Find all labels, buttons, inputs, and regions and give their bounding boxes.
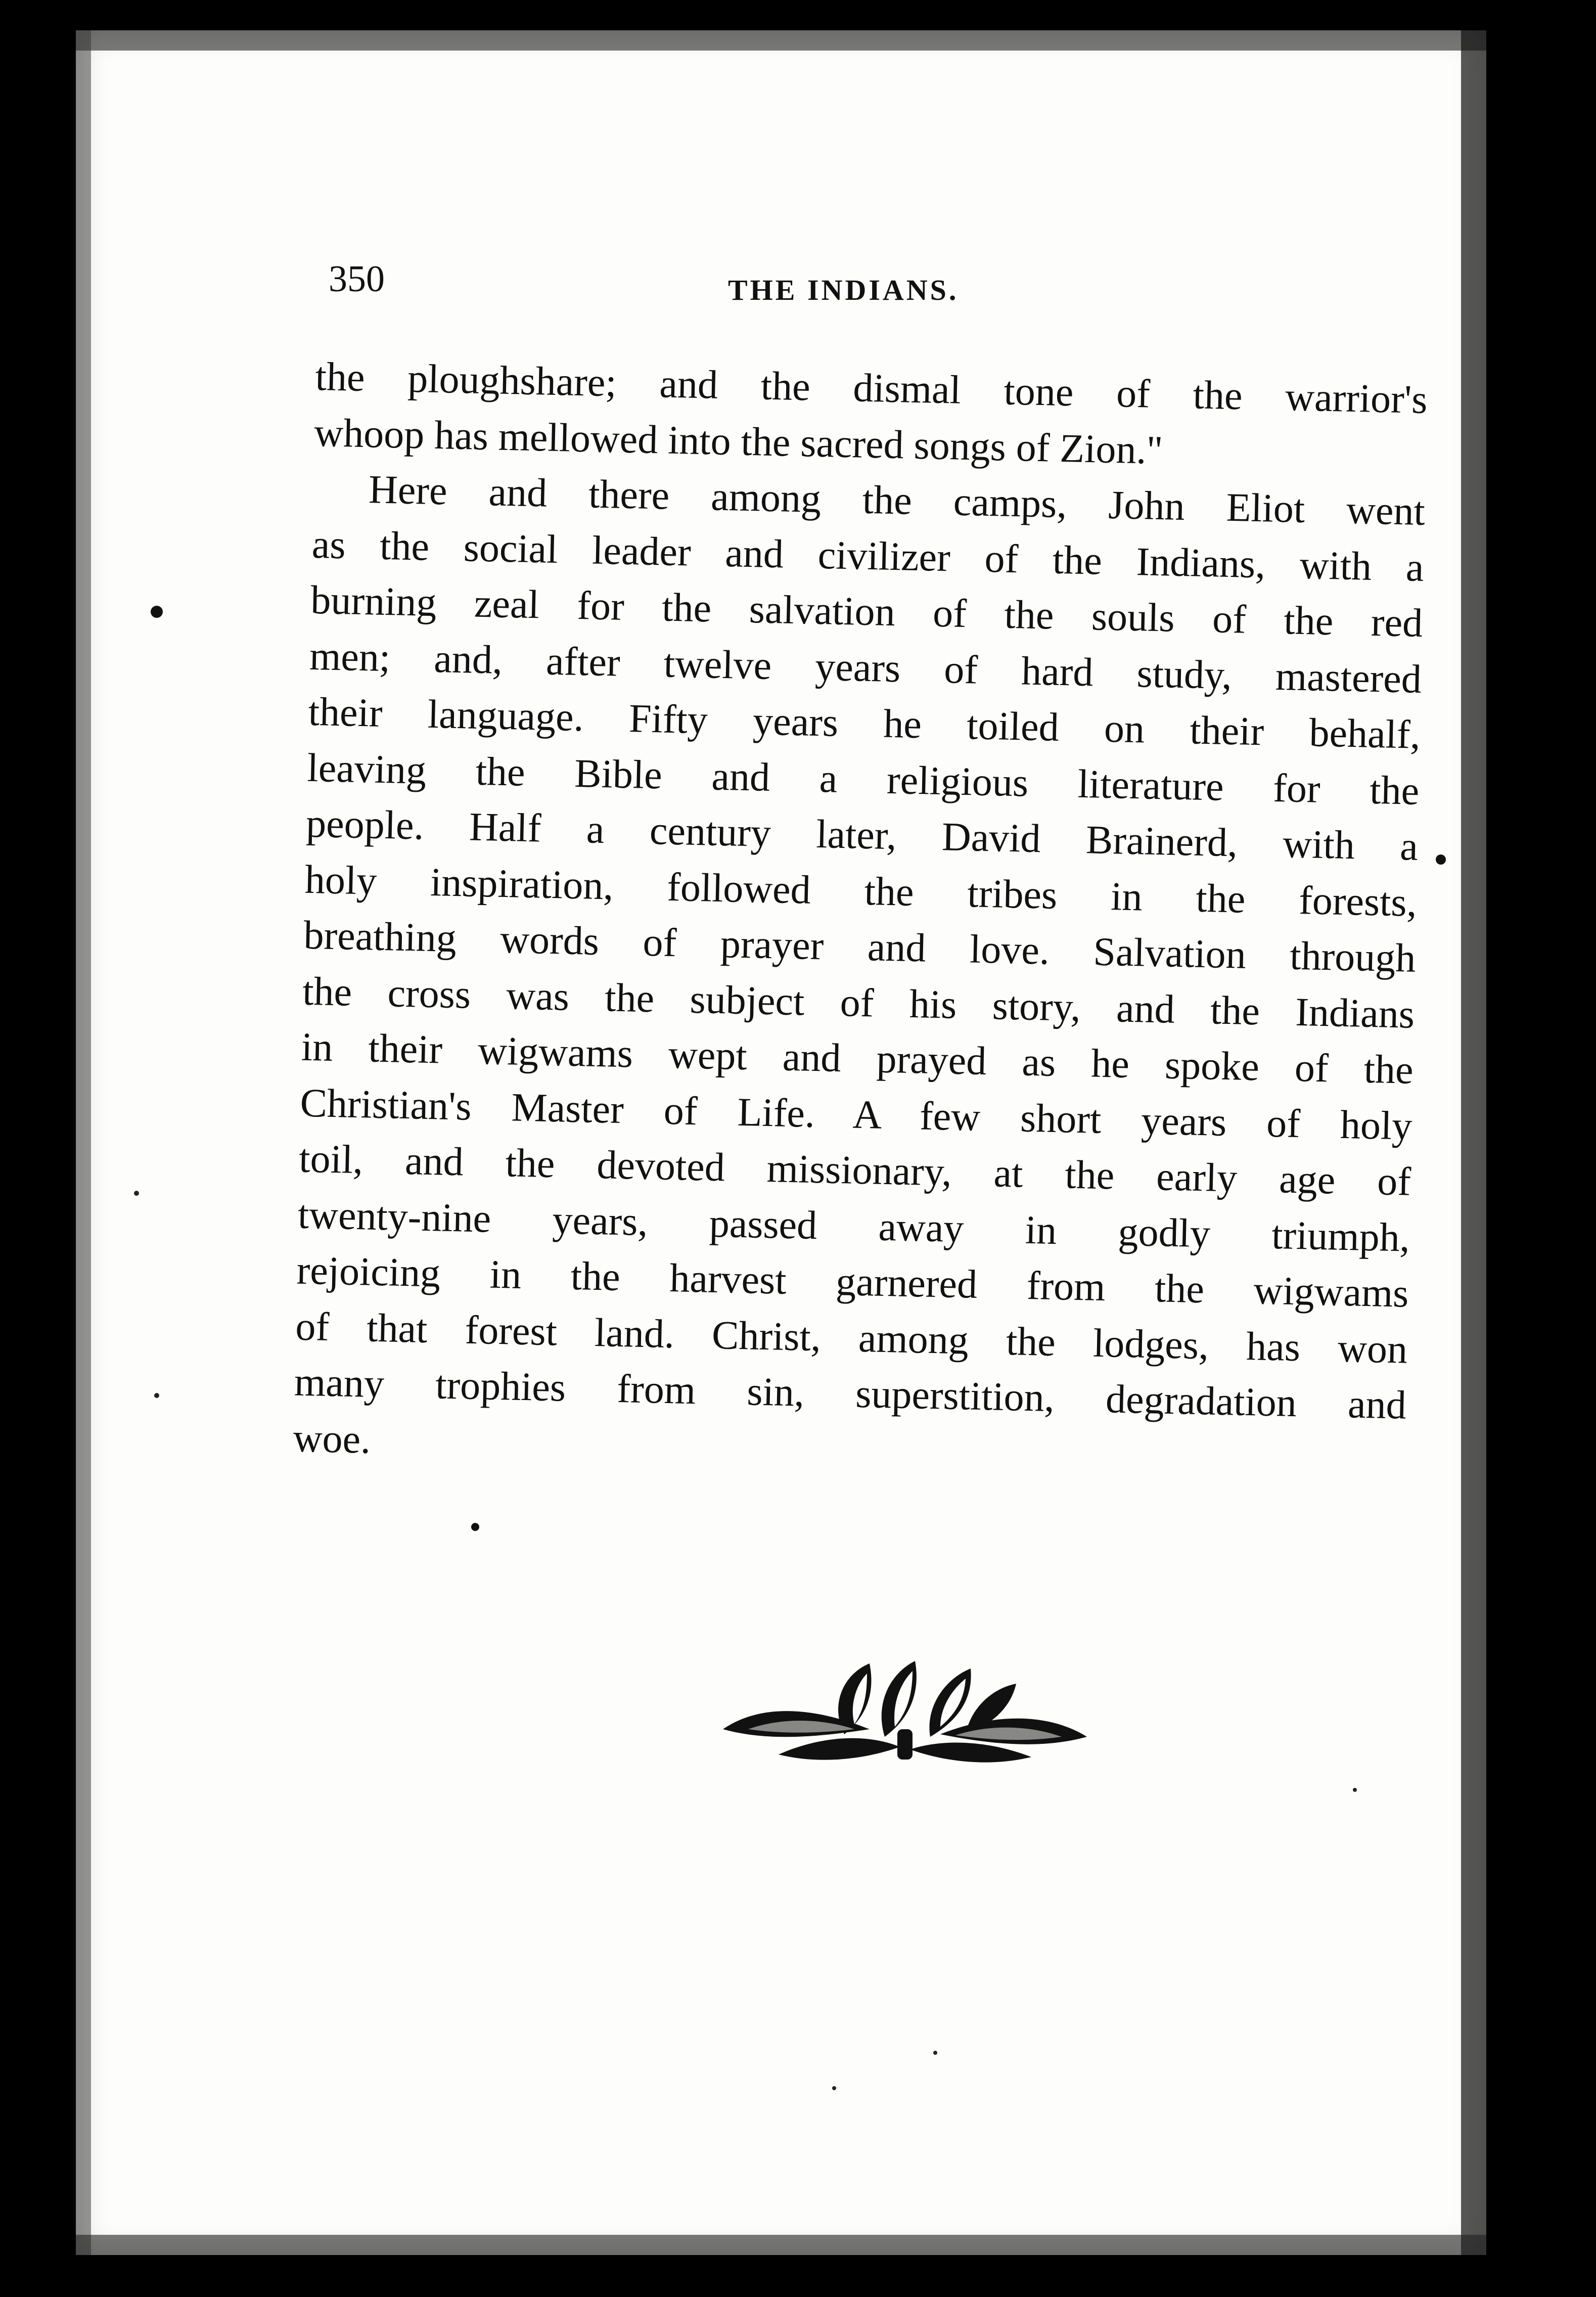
body-text <box>293 349 1428 1490</box>
text-line: holy inspiration, followed the tribes in the forests, <box>304 857 1418 925</box>
text-line: people. Half a century later, David Brainerd, with a <box>305 801 1419 869</box>
floral-ornament-icon <box>718 1653 1092 1770</box>
text-line: burning zeal for the salvation of the souls of the red <box>310 577 1424 646</box>
page-number: 350 <box>329 258 385 300</box>
text-line: in their wigwams wept and prayed as he spoke of the <box>301 1024 1414 1093</box>
text-line: twenty-nine years, passed away in godly triumph, <box>297 1192 1410 1260</box>
text-line: toil, and the devoted missionary, at the early age of <box>298 1136 1411 1204</box>
text-line: Christian's Master of Life. A few short years of holy <box>299 1080 1413 1149</box>
running-head: THE INDIANS. <box>728 274 959 306</box>
text-line: Here and there among the camps, John Eliot went <box>368 467 1426 534</box>
text-line: their language. Fifty years he toiled on their behalf, <box>308 689 1421 757</box>
text-line: many trophies from sin, superstition, degradation and <box>294 1360 1407 1428</box>
text-line: the ploughshare; and the dismal tone of the warrior's <box>314 354 1428 423</box>
book-page <box>76 30 1486 2255</box>
text-line: woe. <box>292 1416 372 1462</box>
text-line: breathing words of prayer and love. Salvation through <box>303 913 1417 981</box>
text-line: of that forest land. Christ, among the lodges, has won <box>295 1304 1408 1372</box>
text-line: leaving the Bible and a religious literature for the <box>306 745 1420 814</box>
text-line: whoop has mellowed into the sacred songs of Zion." <box>313 410 1164 473</box>
text-line: men; and, after twelve years of hard study, mastered <box>309 634 1422 702</box>
text-line: as the social leader and civilizer of the Indians, with a <box>311 522 1425 590</box>
text-line: rejoicing in the harvest garnered from the wigwams <box>296 1248 1409 1316</box>
page-header <box>329 258 1471 319</box>
text-line: the cross was the subject of his story, and the Indians <box>302 969 1415 1037</box>
